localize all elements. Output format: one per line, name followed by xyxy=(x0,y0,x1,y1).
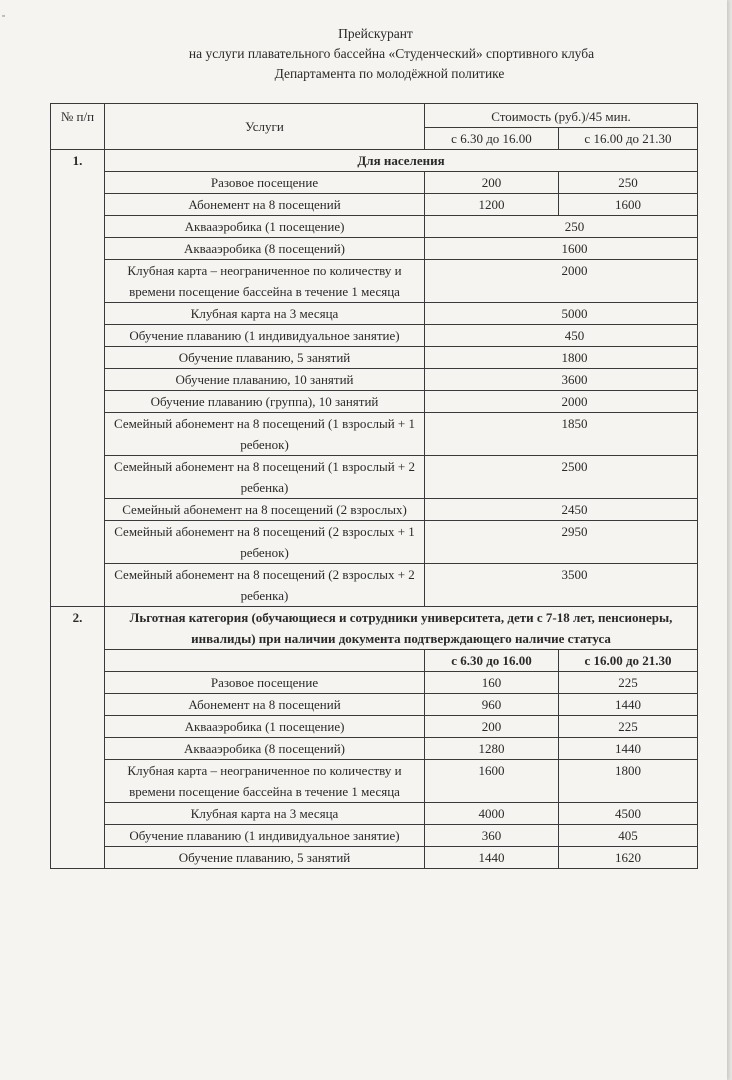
price-evening: 225 xyxy=(559,672,698,694)
service-name: Обучение плаванию (1 индивидуальное занятие) xyxy=(105,825,425,847)
section-2-period-2: с 16.00 до 21.30 xyxy=(559,650,698,672)
doc-subtitle: на услуги плавательного бассейна «Студенческий» спортивного клуба xyxy=(188,46,595,61)
price-morning: 360 xyxy=(425,825,559,847)
price-evening: 225 xyxy=(559,716,698,738)
header-period-2: с 16.00 до 21.30 xyxy=(559,128,698,150)
price-value: 2000 xyxy=(425,391,698,413)
table-row xyxy=(51,172,698,194)
service-name: Аквааэробика (1 посещение) xyxy=(105,716,425,738)
header-cost: Стоимость (руб.)/45 мин. xyxy=(425,104,698,128)
table-row xyxy=(51,760,698,803)
table-row xyxy=(51,521,698,564)
section-2-number: 2. xyxy=(51,607,105,869)
table-row xyxy=(51,803,698,825)
table-row xyxy=(51,564,698,607)
price-value: 2950 xyxy=(425,521,698,564)
price-morning: 1440 xyxy=(425,847,559,869)
section-2-title: Льготная категория (обучающиеся и сотрудники университета, дети с 7-18 лет, пенсионеры, инвалиды) при наличии документа подтверждающего наличие статуса xyxy=(105,607,698,650)
table-row xyxy=(51,303,698,325)
service-name: Семейный абонемент на 8 посещений (2 взрослых + 2 ребенка) xyxy=(105,564,425,607)
table-row xyxy=(51,238,698,260)
table-row xyxy=(51,825,698,847)
price-morning: 1280 xyxy=(425,738,559,760)
price-value: 250 xyxy=(425,216,698,238)
service-name: Абонемент на 8 посещений xyxy=(105,694,425,716)
table-header-row xyxy=(51,104,698,128)
table-row xyxy=(51,347,698,369)
price-morning: 1600 xyxy=(425,760,559,803)
table-row xyxy=(51,716,698,738)
service-name: Абонемент на 8 посещений xyxy=(105,194,425,216)
price-table xyxy=(50,103,698,869)
price-evening: 250 xyxy=(559,172,698,194)
price-value: 450 xyxy=(425,325,698,347)
service-name: Семейный абонемент на 8 посещений (1 взрослый + 1 ребенок) xyxy=(105,413,425,456)
section-1-number: 1. xyxy=(51,150,105,607)
price-morning: 1200 xyxy=(425,194,559,216)
price-value: 3500 xyxy=(425,564,698,607)
header-services: Услуги xyxy=(105,104,425,150)
price-evening: 1440 xyxy=(559,738,698,760)
price-evening: 405 xyxy=(559,825,698,847)
section-2-period-1: с 6.30 до 16.00 xyxy=(425,650,559,672)
section-2-blank-cell xyxy=(105,650,425,672)
price-value: 2450 xyxy=(425,499,698,521)
price-evening: 1440 xyxy=(559,694,698,716)
table-row xyxy=(51,216,698,238)
table-row xyxy=(51,194,698,216)
price-morning: 200 xyxy=(425,716,559,738)
doc-department: Департамента по молодёжной политике xyxy=(274,66,505,81)
price-morning: 4000 xyxy=(425,803,559,825)
corner-mark: ≈ xyxy=(2,14,6,20)
table-row xyxy=(51,391,698,413)
price-value: 2000 xyxy=(425,260,698,303)
price-evening: 4500 xyxy=(559,803,698,825)
service-name: Семейный абонемент на 8 посещений (2 взрослых + 1 ребенок) xyxy=(105,521,425,564)
table-row xyxy=(51,847,698,869)
service-name: Обучение плаванию (1 индивидуальное занятие) xyxy=(105,325,425,347)
section-1-title-row xyxy=(51,150,698,172)
service-name: Клубная карта на 3 месяца xyxy=(105,803,425,825)
price-evening: 1600 xyxy=(559,194,698,216)
price-evening: 1800 xyxy=(559,760,698,803)
service-name: Клубная карта – неограниченное по количеству и времени посещение бассейна в течение 1 месяца xyxy=(105,760,425,803)
service-name: Семейный абонемент на 8 посещений (1 взрослый + 2 ребенка) xyxy=(105,456,425,499)
price-value: 1800 xyxy=(425,347,698,369)
price-morning: 200 xyxy=(425,172,559,194)
service-name: Аквааэробика (8 посещений) xyxy=(105,238,425,260)
table-row xyxy=(51,499,698,521)
service-name: Обучение плаванию, 5 занятий xyxy=(105,847,425,869)
service-name: Обучение плаванию (группа), 10 занятий xyxy=(105,391,425,413)
price-value: 5000 xyxy=(425,303,698,325)
service-name: Обучение плаванию, 10 занятий xyxy=(105,369,425,391)
service-name: Разовое посещение xyxy=(105,672,425,694)
service-name: Аквааэробика (1 посещение) xyxy=(105,216,425,238)
section-1-title: Для населения xyxy=(105,150,698,172)
price-value: 2500 xyxy=(425,456,698,499)
service-name: Разовое посещение xyxy=(105,172,425,194)
price-value: 1600 xyxy=(425,238,698,260)
table-row xyxy=(51,260,698,303)
table-row xyxy=(51,325,698,347)
service-name: Клубная карта – неограниченное по количеству и времени посещение бассейна в течение 1 месяца xyxy=(105,260,425,303)
service-name: Аквааэробика (8 посещений) xyxy=(105,738,425,760)
header-period-1: с 6.30 до 16.00 xyxy=(425,128,559,150)
price-evening: 1620 xyxy=(559,847,698,869)
section-2-period-row xyxy=(51,650,698,672)
price-value: 3600 xyxy=(425,369,698,391)
table-row xyxy=(51,672,698,694)
price-morning: 160 xyxy=(425,672,559,694)
service-name: Семейный абонемент на 8 посещений (2 взрослых) xyxy=(105,499,425,521)
table-row xyxy=(51,413,698,456)
doc-title: Прейскурант xyxy=(338,26,413,41)
table-row xyxy=(51,369,698,391)
service-name: Клубная карта на 3 месяца xyxy=(105,303,425,325)
price-morning: 960 xyxy=(425,694,559,716)
table-row xyxy=(51,738,698,760)
header-num: № п/п xyxy=(51,104,105,150)
service-name: Обучение плаванию, 5 занятий xyxy=(105,347,425,369)
price-value: 1850 xyxy=(425,413,698,456)
section-2-title-row xyxy=(51,607,698,650)
table-row xyxy=(51,694,698,716)
table-row xyxy=(51,456,698,499)
